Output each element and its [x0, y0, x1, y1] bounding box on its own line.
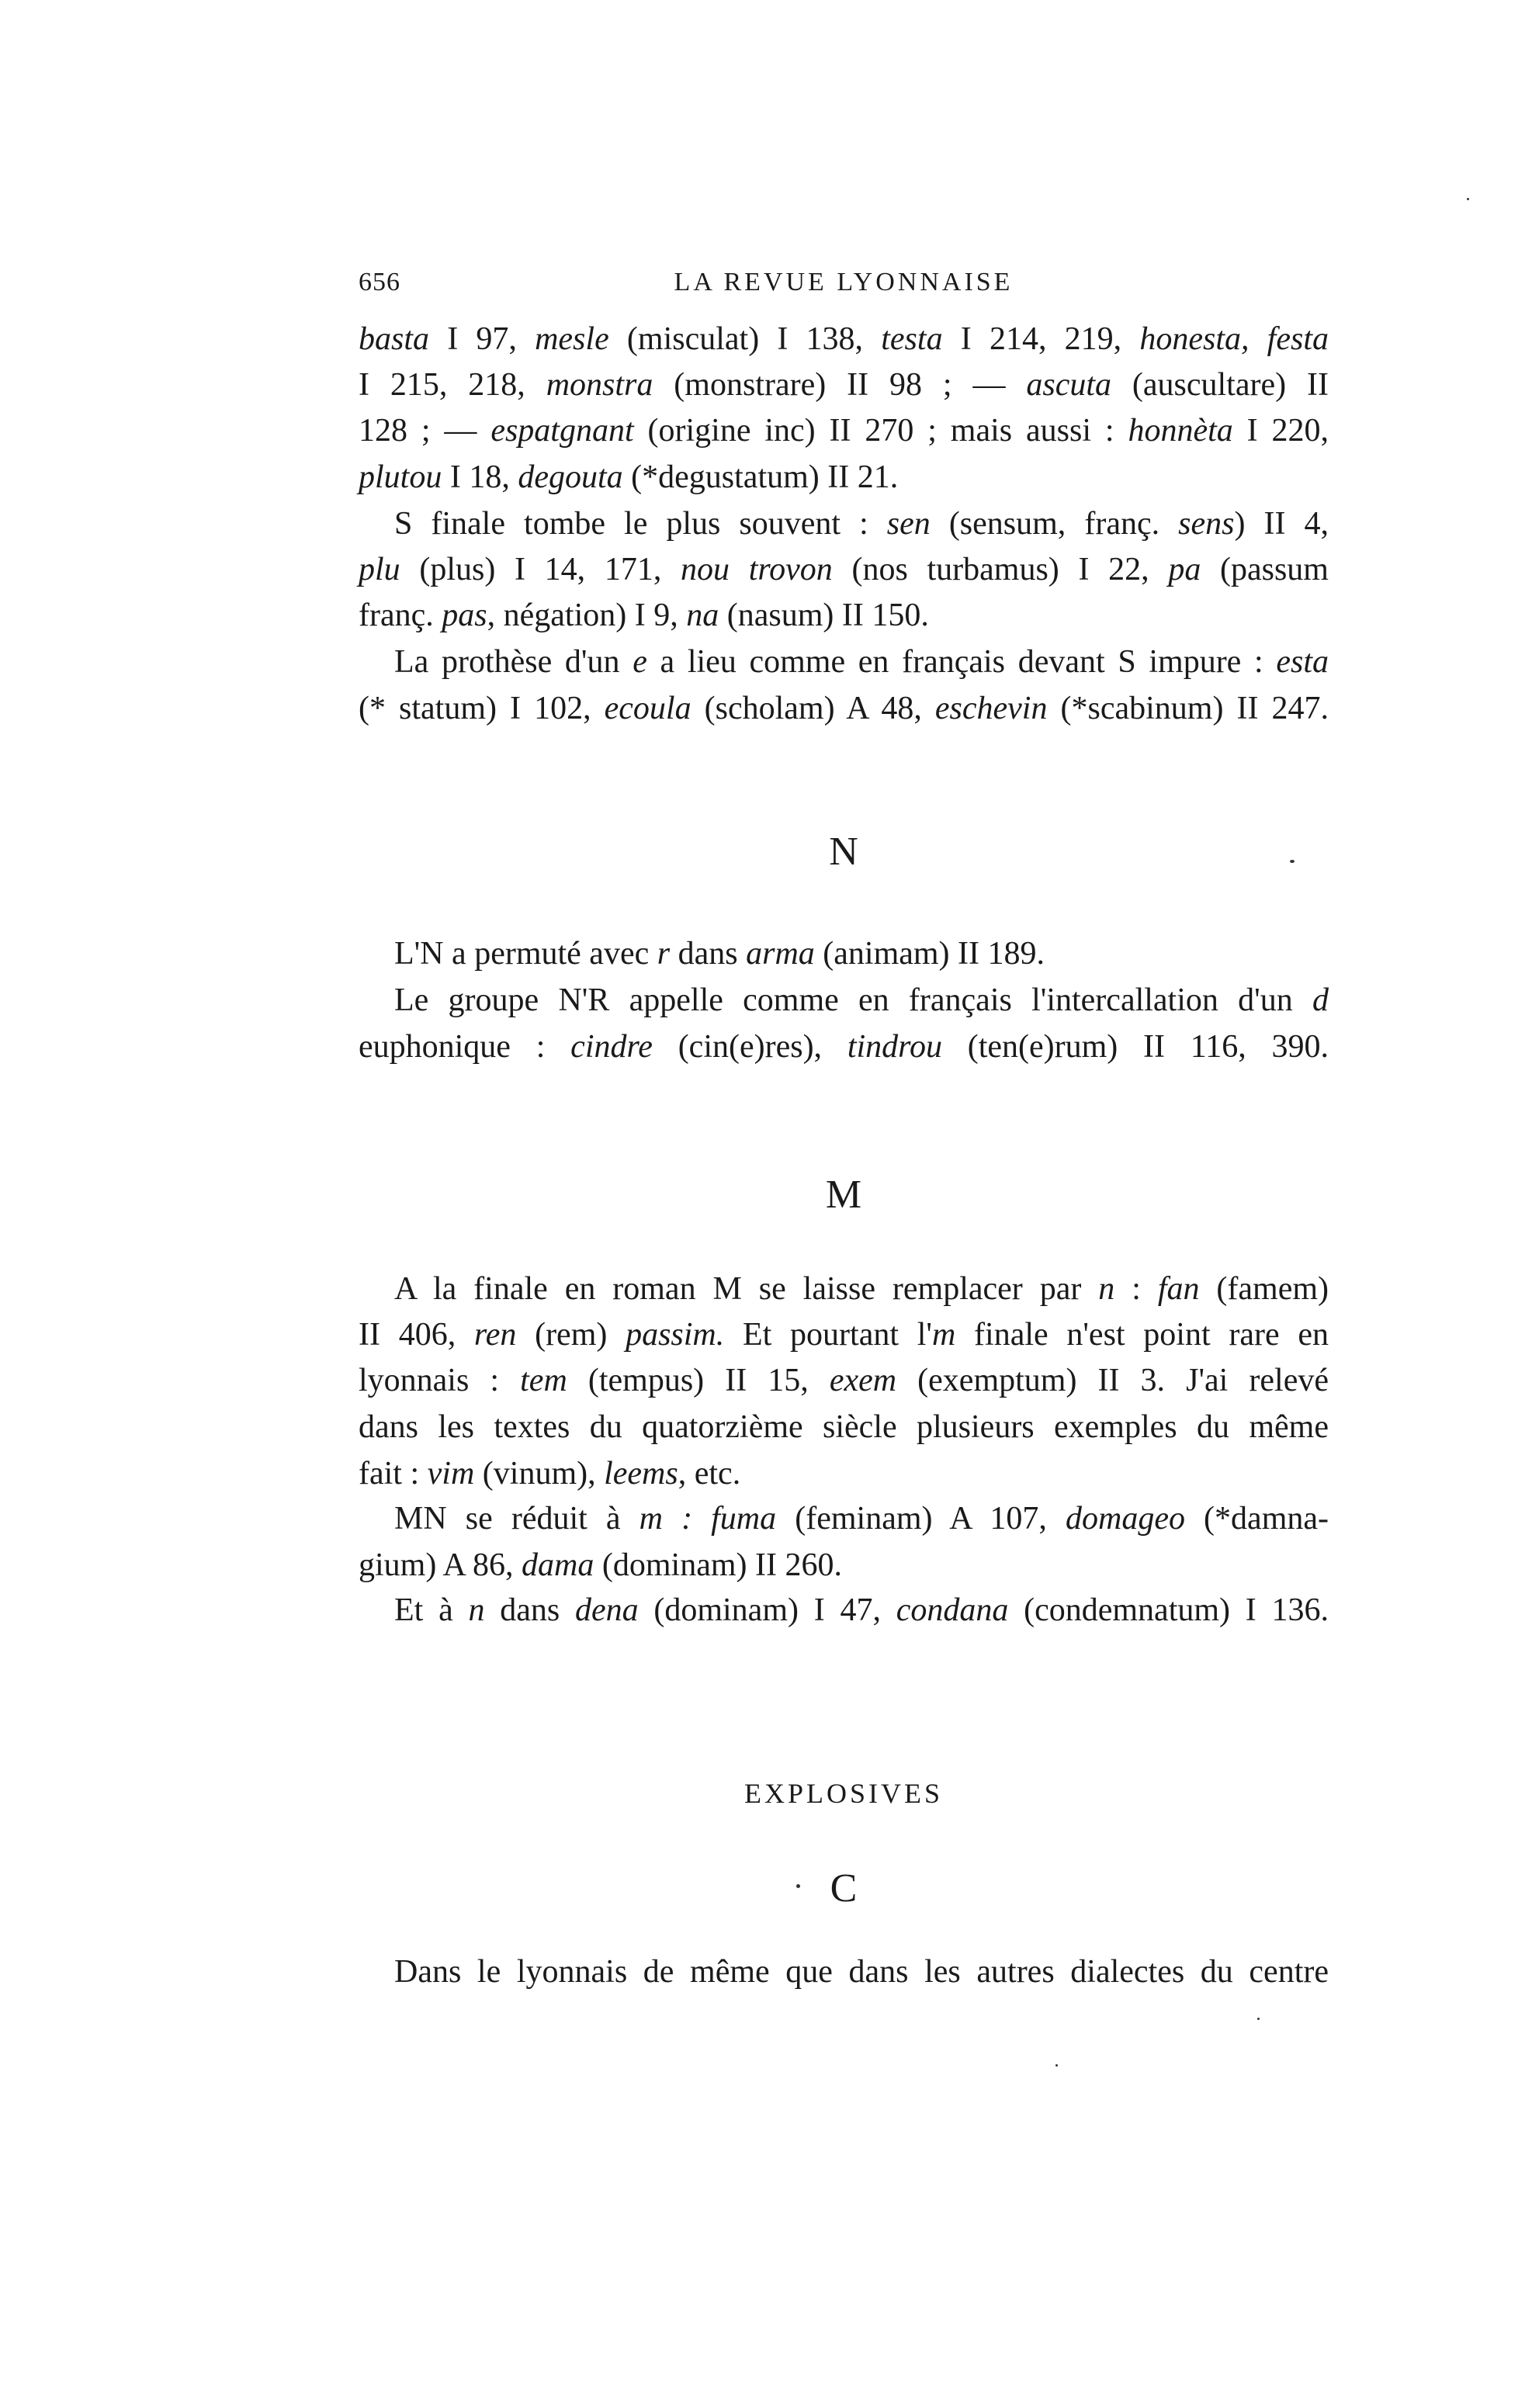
text-line: MN se réduit à m : fuma (feminam) A 107, domageo (*damna- [394, 1501, 1329, 1537]
section-letter-m: M [825, 1173, 862, 1217]
page-number: 656 [359, 268, 400, 296]
text-line: II 406, ren (rem) passim. Et pourtant l'm finale n'est point rare en [359, 1317, 1329, 1353]
text-line: plutou I 18, degouta (*degustatum) II 21. [359, 459, 899, 495]
speck [1055, 2064, 1058, 2067]
section-letter-n: N [829, 830, 858, 874]
text-line: Et à n dans dena (dominam) I 47, condana (condemnatum) I 136. [394, 1592, 1329, 1628]
text-line: dans les textes du quatorzième siècle plusieurs exemples du même [359, 1409, 1329, 1445]
text-line: S finale tombe le plus souvent : sen (sensum, franç. sens) II 4, [394, 506, 1329, 542]
text-line: (* statum) I 102, ecoula (scholam) A 48, eschevin (*scabinum) II 247. [359, 691, 1329, 726]
text-line: plu (plus) I 14, 171, nou trovon (nos turbamus) I 22, pa (passum [359, 552, 1329, 587]
speck [1290, 860, 1295, 863]
text-line: 128 ; — espatgnant (origine inc) II 270 ; mais aussi : honnèta I 220, [359, 413, 1329, 449]
text-line: euphonique : cindre (cin(e)res), tindrou (ten(e)rum) II 116, 390. [359, 1029, 1329, 1065]
text-line: basta I 97, mesle (misculat) I 138, testa I 214, 219, honesta, festa [359, 321, 1329, 357]
text-line: lyonnais : tem (tempus) II 15, exem (exemptum) II 3. J'ai relevé [359, 1363, 1329, 1398]
page-header [359, 268, 1329, 307]
text-line: I 215, 218, monstra (monstrare) II 98 ; — ascuta (auscultare) II [359, 367, 1329, 403]
section-heading-explosives: EXPLOSIVES [743, 1778, 944, 1809]
text-line: La prothèse d'un e a lieu comme en français devant S impure : esta [394, 644, 1329, 680]
text-line: Le groupe N'R appelle comme en français l'intercallation d'un d [394, 982, 1329, 1018]
text-line: gium) A 86, dama (dominam) II 260. [359, 1547, 842, 1583]
text-line: franç. pas, négation) I 9, na (nasum) II 150. [359, 598, 929, 633]
text-line: Dans le lyonnais de même que dans les autres dialectes du centre [394, 1954, 1329, 1990]
text-line: A la finale en roman M se laisse remplacer par n : fan (famem) [394, 1271, 1329, 1307]
speck [1467, 198, 1469, 200]
running-title: LA REVUE LYONNAISE [674, 268, 1014, 296]
text-line: fait : vim (vinum), leems, etc. [359, 1456, 741, 1492]
speck [1257, 2018, 1260, 2020]
text-line: L'N a permuté avec r dans arma (animam) II 189. [394, 936, 1045, 972]
section-letter-c: C [830, 1866, 858, 1911]
